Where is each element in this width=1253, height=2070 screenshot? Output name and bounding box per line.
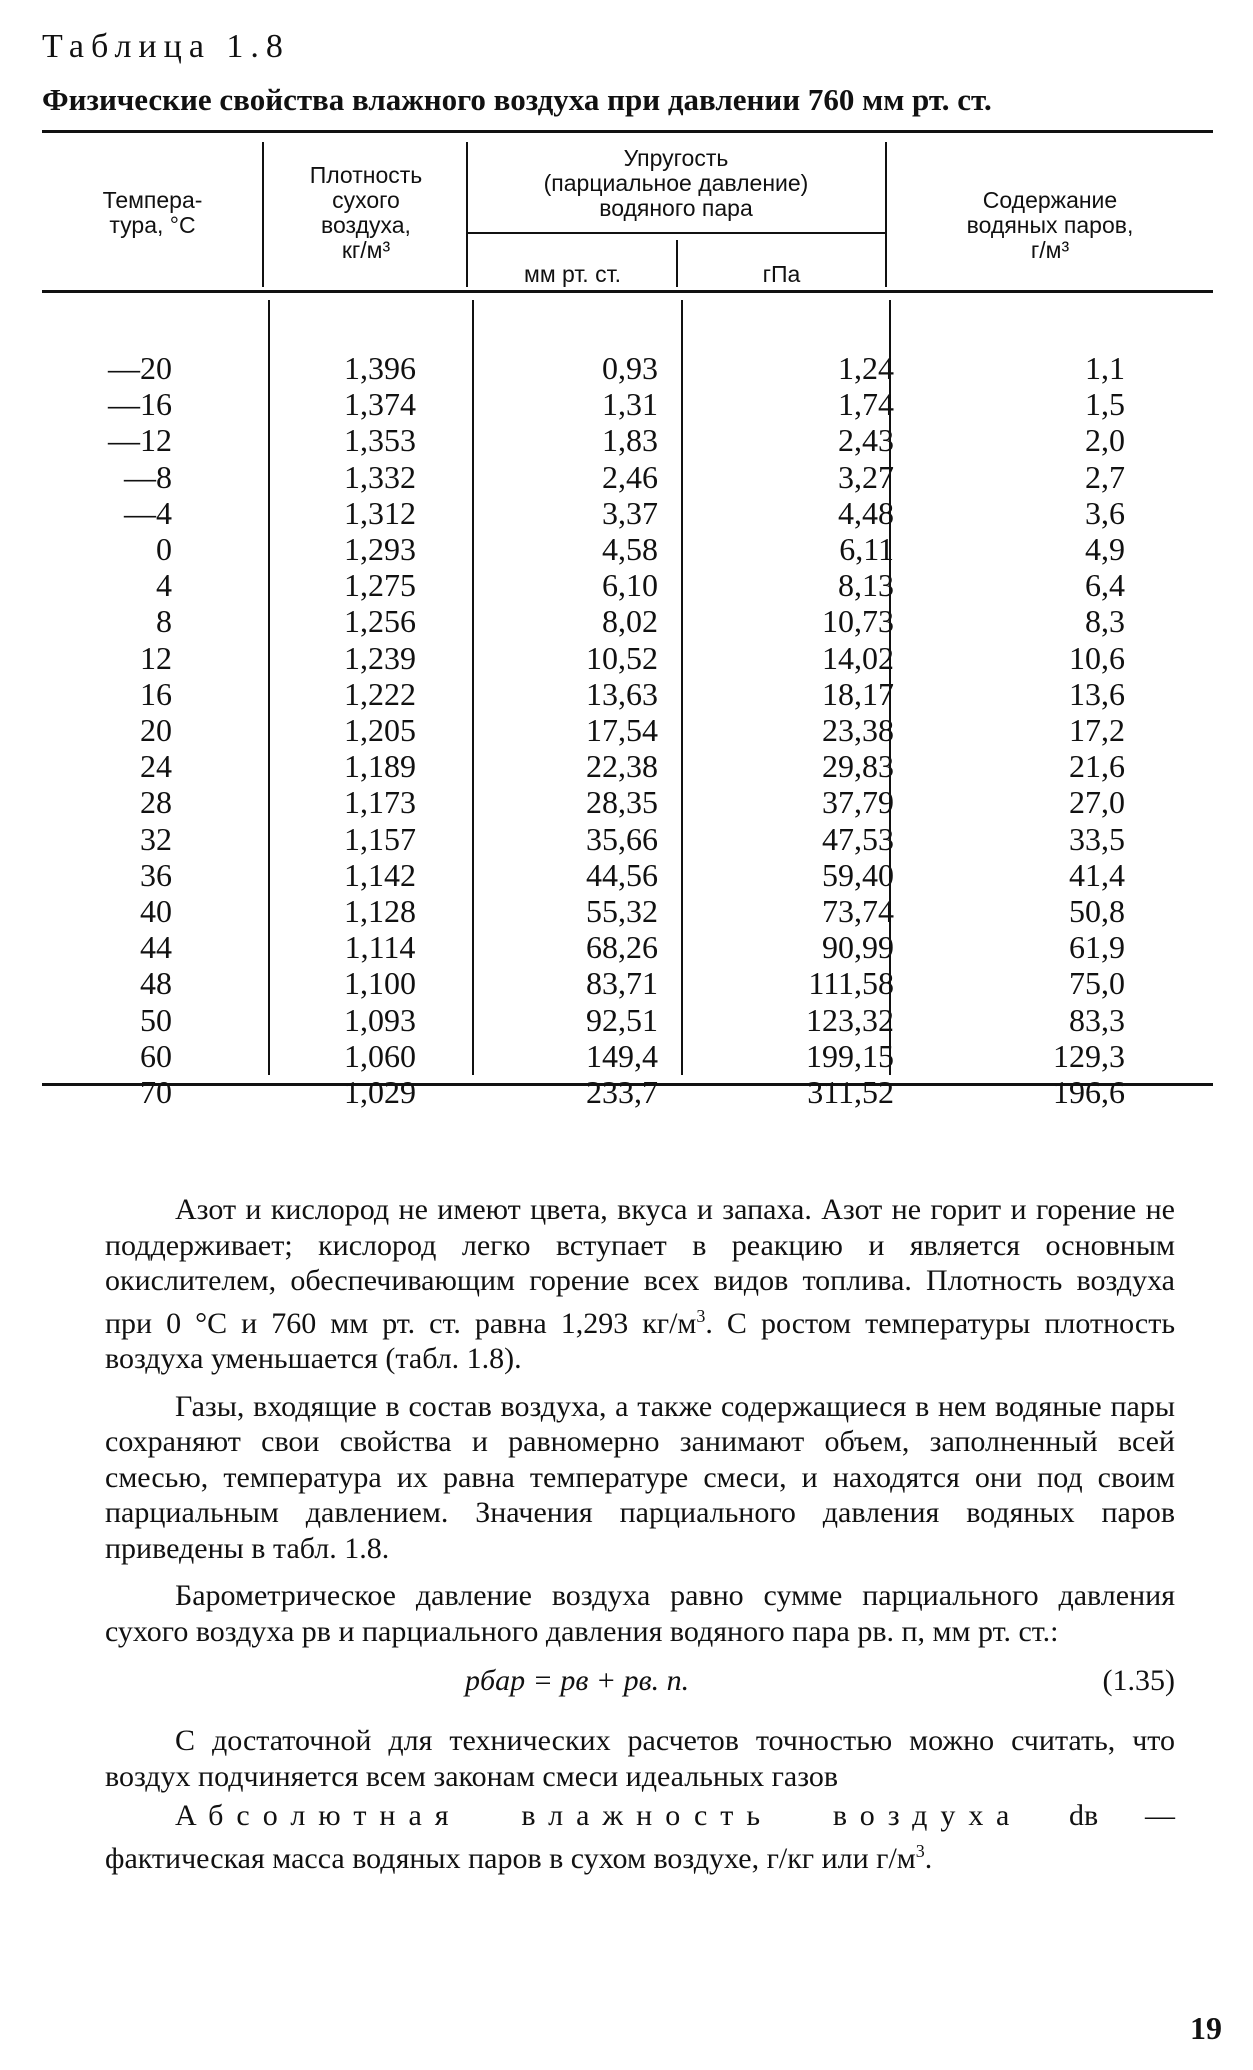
table-cell: 2,43 [838,422,894,459]
table-cell: 1,31 [602,386,658,423]
table-cell: 129,3 [1053,1037,1125,1074]
body-text [105,1192,1175,1888]
table-cell: 149,4 [586,1037,658,1074]
table-cell: 12 [140,639,172,676]
pressure-subheader-rule [468,232,885,234]
table-cell: 48 [140,965,172,1002]
paragraph: Абсолютная влажность воздуха dв — фактическая масса водяных паров в сухом воздухе, г/кг или $г/м^3$. [105,1799,1175,1875]
table-cell: 1,1 [1085,350,1125,386]
table-cell: 8 [156,603,172,640]
table-cell: 13,6 [1069,675,1125,712]
table-cell: 35,66 [586,820,658,857]
table-title: Физические свойства влажного воздуха при давлении 760 мм рт. ст. [42,82,992,117]
header-pressure-hpa: гПа [762,261,801,287]
table-cell: 1,275 [344,567,416,604]
header-pressure-group: Упругость (парциальное давление) водяного пара [543,145,809,221]
table-cell: 1,83 [602,422,658,459]
table-cell: 6,10 [602,567,658,604]
column-divider [268,300,270,1075]
table-cell: 123,32 [806,1001,894,1038]
table-cell: 44 [140,929,172,966]
table-cell: 6,11 [839,531,894,568]
table-cell: 2,7 [1085,458,1125,495]
paragraph: Барометрическое давление воздуха равно сумме парциального давления сухого воздуха pв и парциального давления водяного пара pв. п, мм рт. ст.: [105,1579,1175,1648]
table-cell: 1,100 [344,965,416,1002]
table-cell: 36 [140,856,172,893]
header-density: Плотность сухого воздуха, кг/м³ [309,162,423,263]
table-cell: 0 [156,531,172,568]
table-cell: 28 [140,784,172,821]
formula-row [105,1655,1175,1711]
table-cell: 311,52 [807,1074,894,1111]
table-cell: 1,173 [344,784,416,821]
table-cell: 3,6 [1085,494,1125,531]
table-cell: 1,396 [344,350,416,386]
table-cell: —8 [124,458,172,495]
table-cell: 1,114 [344,929,416,966]
table-cell: 17,54 [586,712,658,749]
table-cell: 20 [140,712,172,749]
table-cell: 61,9 [1069,929,1125,966]
column-divider [466,142,468,287]
table-cell: 17,2 [1069,712,1125,749]
table-cell: 1,312 [344,494,416,531]
table-cell: 24 [140,748,172,785]
table-cell: 59,40 [822,856,894,893]
table-cell: 6,4 [1085,567,1125,604]
table-cell: 1,256 [344,603,416,640]
table-cell: 73,74 [822,893,894,930]
table-cell: 10,73 [822,603,894,640]
table-top-rule [42,130,1213,133]
table-cell: 4 [156,567,172,604]
paragraph: Азот и кислород не имеют цвета, вкуса и запаха. Азот не горит и горение не поддерживает; кислород легко вступает в реакцию и является основным окислителем, обеспечивающим горение всех видов топлива. Плотность воздуха при 0 °С и 760 мм рт. ст. равна 1,293 $кг/м^3$. С ростом температуры плотность воздуха уменьшается (табл. 1.8). [105,1193,1175,1375]
table-cell: 1,222 [344,675,416,712]
table-cell: 37,79 [822,784,894,821]
table-cell: 1,239 [344,639,416,676]
table-cell: 50,8 [1069,893,1125,930]
column-pressure-mm [530,350,658,1110]
table-cell: 60 [140,1037,172,1074]
formula-number: (1.35) [1102,1664,1175,1697]
table-cell: 1,029 [344,1074,416,1111]
table-cell: 70 [140,1074,172,1111]
table-cell: 23,38 [822,712,894,749]
header-bottom-rule [42,290,1213,293]
table-cell: 55,32 [586,893,658,930]
table-cell: 4,48 [838,494,894,531]
table-cell: 1,205 [344,712,416,749]
column-divider [472,300,474,1075]
paragraph: С достаточной для технических расчетов точностью можно считать, что воздух подчиняется всем законам смеси идеальных газов [105,1724,1175,1793]
table-cell: 22,38 [586,748,658,785]
table-cell: 1,332 [344,458,416,495]
table-cell: 50 [140,1001,172,1038]
table-cell: 68,26 [586,929,658,966]
column-temperature [80,350,172,1110]
table-cell: 32 [140,820,172,857]
table-cell: 1,293 [344,531,416,568]
column-divider [262,142,264,287]
table-cell: 1,093 [344,1001,416,1038]
table-cell: 21,6 [1069,748,1125,785]
defined-term: Абсолютная влажность воздуха [175,1799,1023,1832]
table-cell: 3,37 [602,494,658,531]
table-cell: 199,15 [806,1037,894,1074]
formula: pбар = pв + pв. п. [465,1664,690,1697]
table-cell: 14,02 [822,639,894,676]
table-cell: 16 [140,675,172,712]
table-cell: 4,58 [602,531,658,568]
table-cell: 75,0 [1069,965,1125,1002]
table-cell: 83,71 [586,965,658,1002]
table-cell: 41,4 [1069,856,1125,893]
table-cell: 29,83 [822,748,894,785]
table-cell: —4 [124,494,172,531]
table-cell: 1,060 [344,1037,416,1074]
table-cell: 196,6 [1053,1074,1125,1111]
header-content: Содержание водяных паров, г/м³ [966,187,1134,263]
table-cell: 1,157 [344,820,416,857]
table-cell: 1,5 [1085,386,1125,423]
column-content [1030,350,1125,1110]
table-cell: 1,24 [838,350,894,386]
table-cell: 1,128 [344,893,416,930]
table-cell: 4,9 [1085,531,1125,568]
table-cell: 1,74 [838,386,894,423]
table-cell: 8,02 [602,603,658,640]
table-label: Таблица 1.8 [42,28,290,65]
table-cell: 10,6 [1069,639,1125,676]
column-divider [885,142,887,287]
header-temperature: Темпера- тура, °С [102,187,203,238]
table-cell: 27,0 [1069,784,1125,821]
table-cell: 2,46 [602,458,658,495]
table-cell: 1,189 [344,748,416,785]
table-cell: 10,52 [586,639,658,676]
table-cell: —16 [108,386,172,423]
table-cell: 233,7 [586,1074,658,1111]
table-cell: 8,3 [1085,603,1125,640]
column-density [310,350,450,1110]
table-cell: 0,93 [602,350,658,386]
table-cell: 3,27 [838,458,894,495]
table-cell: 13,63 [586,675,658,712]
table-cell: 2,0 [1085,422,1125,459]
table-cell: 47,53 [822,820,894,857]
table-cell: 8,13 [838,567,894,604]
table-cell: 92,51 [586,1001,658,1038]
table-cell: 90,99 [822,929,894,966]
table-cell: 1,353 [344,422,416,459]
table-cell: 44,56 [586,856,658,893]
table-cell: 83,3 [1069,1001,1125,1038]
table-cell: 1,374 [344,386,416,423]
column-divider [676,240,678,287]
header-pressure-mm: мм рт. ст. [524,261,621,287]
column-pressure-hpa [770,350,894,1110]
table-cell: 28,35 [586,784,658,821]
table-cell: 40 [140,893,172,930]
table-cell: —12 [108,422,172,459]
paragraph: Газы, входящие в состав воздуха, а также содержащиеся в нем водяные пары сохраняют свои свойства и равномерно занимают объем, заполненный всей смесью, температура их равна температуре смеси, и находятся они под своим парциальным давлением. Значения парциального давления водяных паров приведены в табл. 1.8. [105,1389,1175,1565]
table-cell: 33,5 [1069,820,1125,857]
table-cell: 111,58 [808,965,894,1002]
table-cell: 18,17 [822,675,894,712]
column-divider [681,300,683,1075]
table-cell: —20 [108,350,172,386]
table-cell: 1,142 [344,856,416,893]
page-number: 19 [1190,2010,1222,2046]
